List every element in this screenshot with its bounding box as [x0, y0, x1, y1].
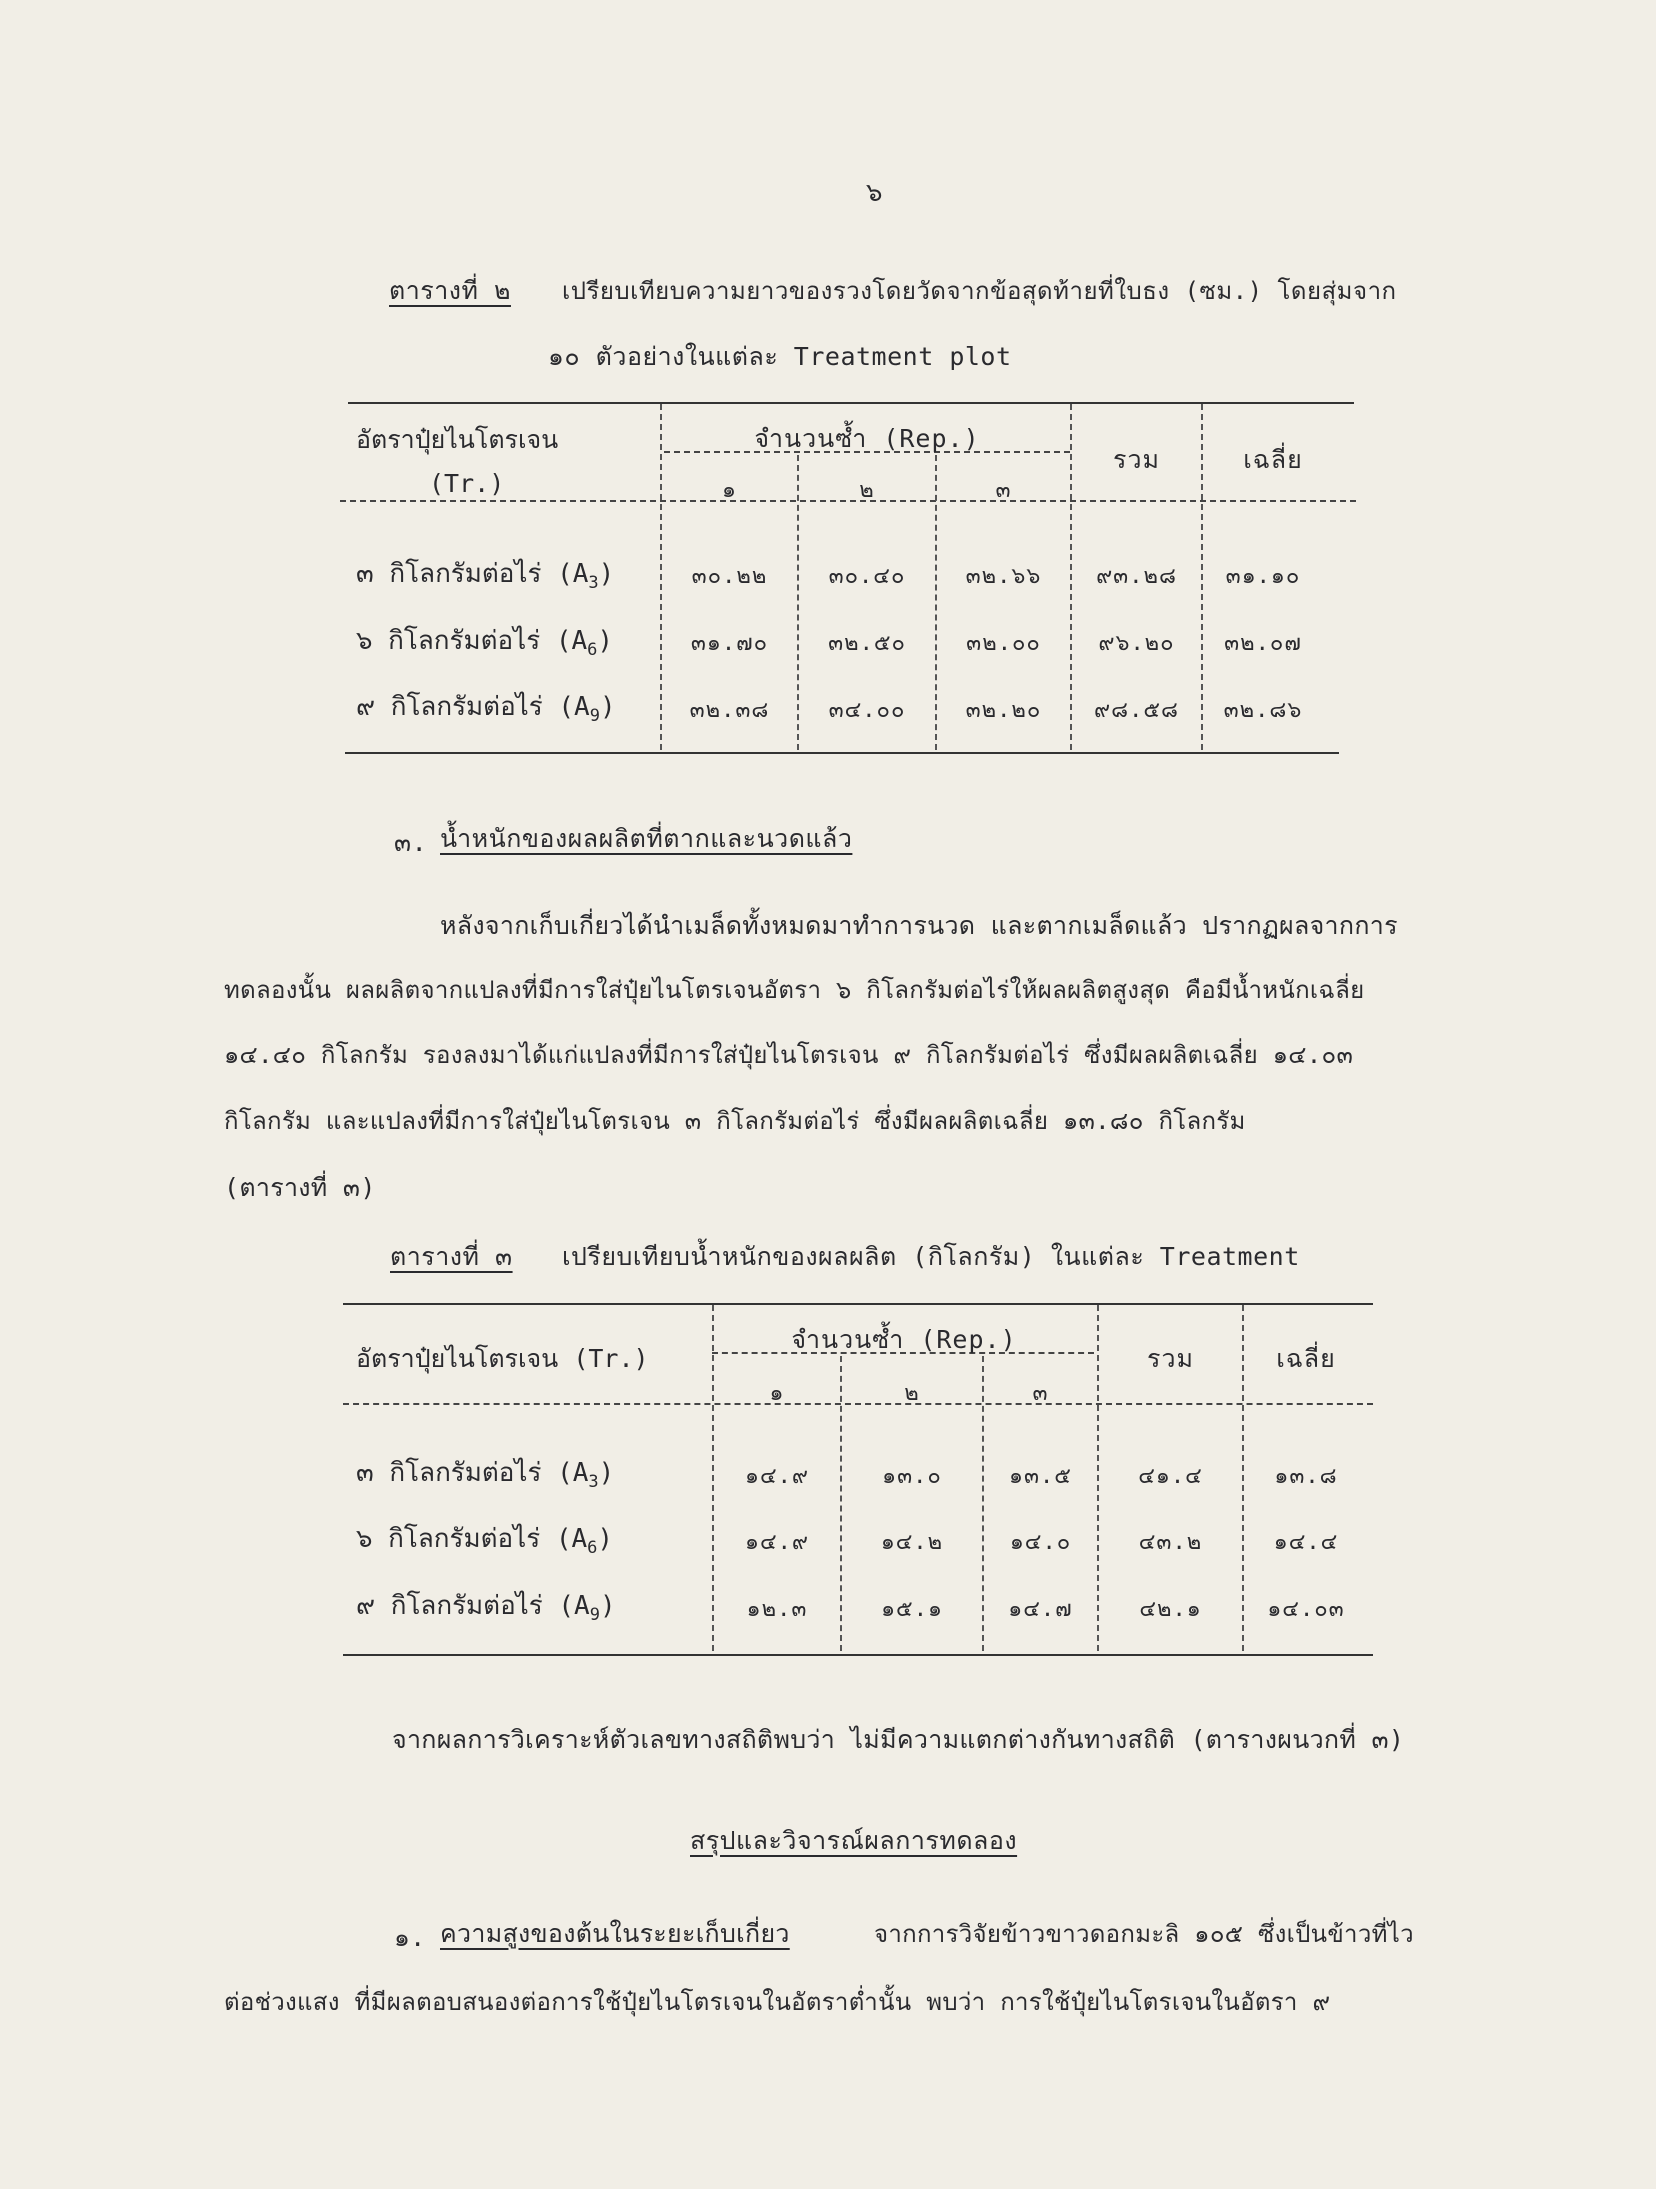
table2-cell: ๓๒.๕๐ [828, 631, 906, 656]
table3-cell: ๑๔.๙ [745, 1464, 809, 1489]
page-number: ๖ [866, 178, 884, 208]
summary1-title: ความสูงของต้นในระยะเก็บเกี่ยว [440, 1919, 790, 1948]
table2-caption-label: ตารางที่ ๒ [389, 276, 511, 305]
table2-cell: ๓๒.๐๗ [1224, 631, 1302, 656]
table2-cell: ๓๑.๑๐ [1225, 564, 1301, 589]
table3-bottom-rule [343, 1654, 1373, 1656]
table3-cell: ๑๔.๐ [1009, 1530, 1072, 1555]
analysis-text: จากผลการวิเคราะห์ตัวเลขทางสถิติพบว่า ไม่มีความแตกต่างกันทางสถิติ (ตารางผนวกที่ ๓) [392, 1725, 1405, 1754]
table2-row-label: ๓ กิโลกรัมต่อไร่ $(A_3)$ [356, 559, 615, 594]
table2-cell: ๓๑.๗๐ [690, 631, 769, 656]
table3-header-rep: จำนวนซ้ำ (Rep.) [791, 1325, 1017, 1354]
table2-cell: ๓๒.๐๐ [966, 631, 1041, 656]
table2-cell: ๓๐.๒๒ [691, 564, 768, 589]
table3-cell: ๑๔.๔ [1273, 1530, 1339, 1555]
table2-header-total: รวม [1113, 445, 1160, 474]
table3-cell: ๔๑.๔ [1138, 1464, 1203, 1489]
table2-caption-line1: เปรียบเทียบความยาวของรวงโดยวัดจากข้อสุดท้ายที่ใบธง (ซม.) โดยสุ่มจาก [562, 277, 1397, 305]
table2-cell: ๙๓.๒๘ [1096, 564, 1177, 589]
table2-header-tr-line1: อัตราปุ๋ยไนโตรเจน [356, 425, 559, 454]
table2-cell: ๓๔.๐๐ [828, 698, 906, 723]
table2-header-avg: เฉลี่ย [1243, 445, 1303, 474]
table3-cell: ๑๓.๕ [1009, 1464, 1072, 1489]
summary1-number: ๑. [394, 1923, 426, 1952]
table2-caption-line2: ๑๐ ตัวอย่างในแต่ละ Treatment plot [548, 342, 1012, 371]
table2-cell: ๓๒.๓๘ [689, 698, 770, 723]
table2-header-tr-line2: (Tr.) [429, 469, 505, 498]
section3-paragraph-line: หลังจากเก็บเกี่ยวได้นำเมล็ดทั้งหมดมาทำการนวด และตากเมล็ดแล้ว ปรากฏผลจากการ [440, 911, 1398, 940]
table3-cell: ๑๔.๐๓ [1267, 1597, 1345, 1622]
table3-header-total: รวม [1147, 1344, 1194, 1373]
table2-cell: ๓๒.๘๖ [1223, 698, 1303, 723]
table3-rep-number: ๑ [769, 1381, 785, 1406]
section3-heading: น้ำหนักของผลผลิตที่ตากและนวดแล้ว [440, 824, 853, 853]
table3-cell: ๑๓.๐ [882, 1464, 942, 1489]
table3-cell: ๑๕.๑ [881, 1597, 943, 1622]
table3-top-rule [343, 1303, 1373, 1305]
table2-cell: ๓๒.๖๖ [965, 564, 1042, 589]
table3-row-label: ๖ กิโลกรัมต่อไร่ $(A_6)$ [356, 1524, 614, 1559]
table3-row-label: ๙ กิโลกรัมต่อไร่ $(A_9)$ [356, 1591, 616, 1626]
table3-cell: ๑๔.๒ [880, 1530, 944, 1555]
table3-rep-number: ๒ [904, 1381, 920, 1406]
table3-cell: ๑๒.๓ [746, 1597, 808, 1622]
table2-rep-number: ๑ [722, 478, 737, 503]
summary1-line2: ต่อช่วงแสง ที่มีผลตอบสนองต่อการใช้ปุ๋ยไนโตรเจนในอัตราต่ำนั้น พบว่า การใช้ปุ๋ยไนโตรเจนในอัตรา ๙ [224, 1988, 1331, 2016]
table3-caption-label: ตารางที่ ๓ [390, 1242, 513, 1271]
table3-caption: เปรียบเทียบน้ำหนักของผลผลิต (กิโลกรัม) ในแต่ละ Treatment [562, 1242, 1300, 1271]
table2-rep-number: ๒ [859, 478, 875, 503]
table3-row-label: ๓ กิโลกรัมต่อไร่ $(A_3)$ [356, 1458, 615, 1493]
table2-rep-number: ๓ [995, 478, 1012, 503]
table2-cell: ๙๖.๒๐ [1098, 631, 1175, 656]
table3-cell: ๑๔.๗ [1008, 1597, 1073, 1622]
table2-top-rule [348, 402, 1354, 404]
table3-header-tr: อัตราปุ๋ยไนโตรเจน (Tr.) [356, 1344, 649, 1373]
table3-cell: ๔๒.๑ [1139, 1597, 1202, 1622]
table3-header-avg: เฉลี่ย [1276, 1344, 1336, 1373]
table2-row-label: ๙ กิโลกรัมต่อไร่ $(A_9)$ [356, 692, 616, 727]
section3-paragraph-line: ๑๔.๔๐ กิโลกรัม รองลงมาได้แก่แปลงที่มีการใส่ปุ๋ยไนโตรเจน ๙ กิโลกรัมต่อไร่ ซึ่งมีผลผลิตเฉลี่ย ๑๔.๐๓ [224, 1041, 1354, 1069]
table2-bottom-rule [345, 752, 1339, 754]
section3-number: ๓. [394, 828, 428, 857]
table3-cell: ๔๓.๒ [1138, 1530, 1203, 1555]
table3-cell: ๑๔.๙ [745, 1530, 809, 1555]
table2-cell: ๓๒.๒๐ [965, 698, 1042, 723]
table2-header-rep: จำนวนซ้ำ (Rep.) [754, 424, 980, 453]
summary1-line1: จากการวิจัยข้าวขาวดอกมะลิ ๑๐๕ ซึ่งเป็นข้าวที่ไว [874, 1920, 1414, 1948]
table3-rep-number: ๓ [1032, 1381, 1049, 1406]
section3-paragraph-line: กิโลกรัม และแปลงที่มีการใส่ปุ๋ยไนโตรเจน ๓ กิโลกรัมต่อไร่ ซึ่งมีผลผลิตเฉลี่ย ๑๓.๘๐ กิโลกรัม [224, 1107, 1246, 1135]
table2-cell: ๓๐.๔๐ [828, 564, 906, 589]
table2-row-label: ๖ กิโลกรัมต่อไร่ $(A_6)$ [356, 626, 614, 661]
table3-cell: ๑๓.๘ [1274, 1464, 1338, 1489]
section3-paragraph-line: ทดลองนั้น ผลผลิตจากแปลงที่มีการใส่ปุ๋ยไนโตรเจนอัตรา ๖ กิโลกรัมต่อไร่ให้ผลผลิตสูงสุด คือมีน้ำหนักเฉลี่ย [224, 976, 1365, 1004]
table2-cell: ๙๘.๕๘ [1094, 698, 1179, 723]
summary-heading: สรุปและวิจารณ์ผลการทดลอง [690, 1826, 1018, 1855]
section3-paragraph-line: (ตารางที่ ๓) [224, 1173, 376, 1202]
